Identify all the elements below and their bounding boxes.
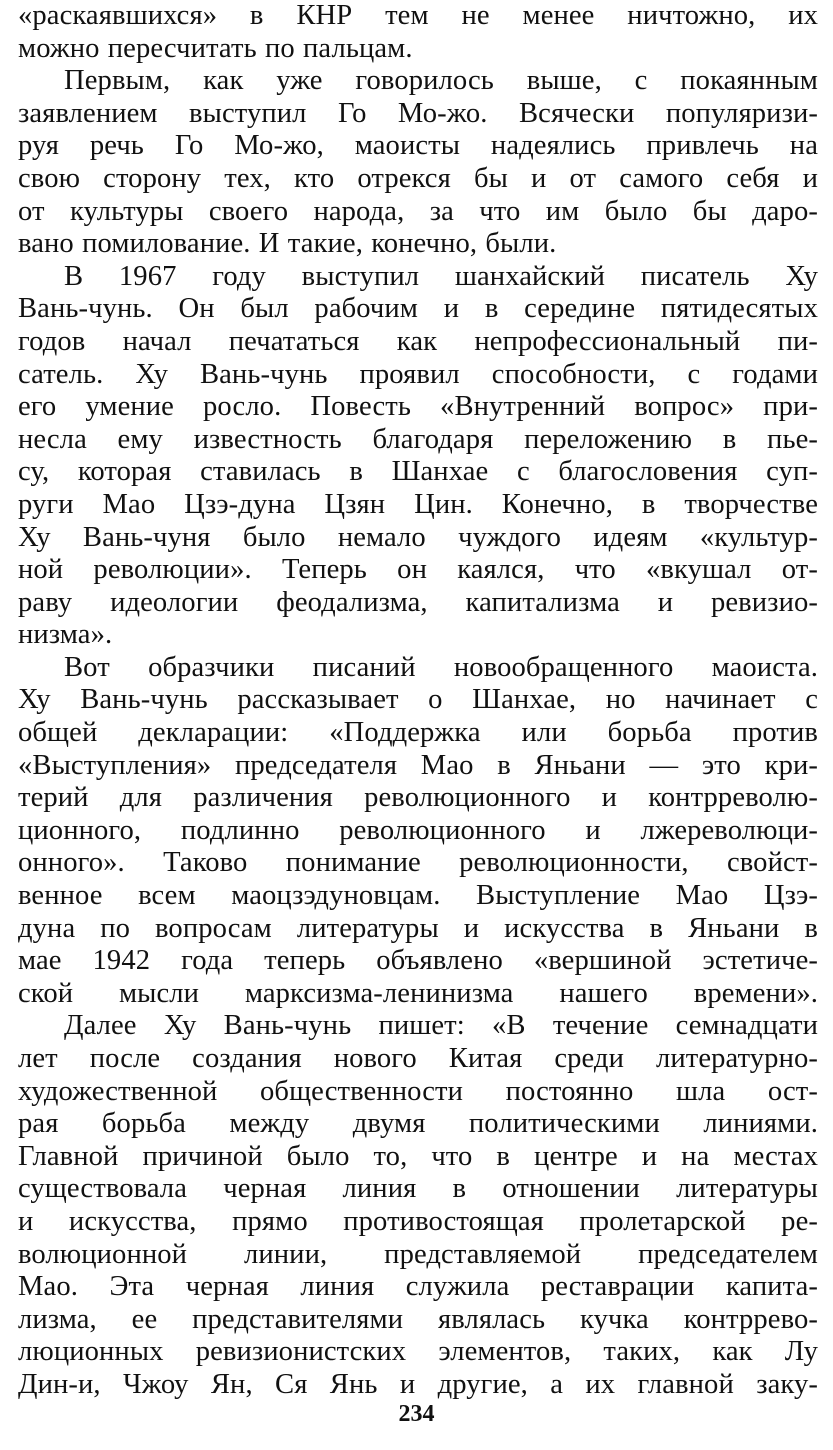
text-line: онного». Таково понимание революционности, свойст- bbox=[18, 847, 818, 879]
text-line: свою сторону тех, кто отрекся бы и от самого себя и bbox=[18, 162, 818, 194]
text-line: ционного, подлинно революционного и лжереволюци- bbox=[18, 814, 818, 846]
text-line: дуна по вопросам литературы и искусства в Яньани в bbox=[18, 912, 818, 944]
text-line: Первым, как уже говорилось выше, с покаянным bbox=[64, 65, 818, 97]
text-line: Далее Ху Вань-чунь пишет: «В течение семнадцати bbox=[64, 1010, 818, 1042]
text-line: руги Мао Цзэ-дуна Цзян Цин. Конечно, в творчестве bbox=[18, 488, 818, 520]
text-line: Ху Вань-чуня было немало чуждого идеям «культур- bbox=[18, 521, 818, 553]
text-line: лет после создания нового Китая среди литературно- bbox=[18, 1043, 818, 1074]
text-line: художественной общественности постоянно шла ост- bbox=[18, 1075, 818, 1107]
text-line: и искусства, прямо противостоящая пролетарской ре- bbox=[18, 1205, 818, 1237]
text-line: Вот образчики писаний новообращенного маоиста. bbox=[64, 651, 818, 683]
text-line: су, которая ставилась в Шанхае с благословения суп- bbox=[18, 456, 818, 488]
text-line: волюционной линии, представляемой председателем bbox=[18, 1238, 818, 1270]
text-line: Дин-и, Чжоу Ян, Ся Янь и другие, а их главной заку- bbox=[18, 1368, 818, 1400]
text-line: низма». bbox=[18, 619, 113, 651]
page-number: 234 bbox=[398, 1401, 435, 1427]
body-text bbox=[18, 0, 818, 1402]
text-line: годов начал печататься как непрофессиональный пи- bbox=[18, 325, 818, 357]
text-line: Вань-чунь. Он был рабочим и в середине пятидесятых bbox=[18, 293, 818, 325]
text-line: мае 1942 года теперь объявлено «вершиной эстетиче- bbox=[18, 945, 818, 977]
text-line: рая борьба между двумя политическими линиями. bbox=[18, 1108, 818, 1140]
text-line: В 1967 году выступил шанхайский писатель Ху bbox=[64, 260, 818, 292]
text-line: заявлением выступил Го Мо-жо. Всячески популяризи- bbox=[18, 97, 818, 129]
text-line: терий для различения революционного и контрреволю- bbox=[18, 782, 818, 814]
book-page bbox=[18, 0, 818, 1450]
text-line: «Выступления» председателя Мао в Яньани — это кри- bbox=[18, 749, 818, 781]
text-line: Главной причиной было то, что в центре и на местах bbox=[18, 1140, 818, 1172]
text-line: Мао. Эта черная линия служила реставрации капита- bbox=[18, 1271, 818, 1303]
text-line: существовала черная линия в отношении литературы bbox=[18, 1173, 818, 1205]
text-line: Ху Вань-чунь рассказывает о Шанхае, но начинает с bbox=[18, 684, 818, 716]
text-line: ной революции». Теперь он каялся, что «вкушал от- bbox=[18, 554, 818, 586]
text-line: лизма, ее представителями являлась кучка контррево- bbox=[18, 1303, 818, 1335]
text-line: руя речь Го Мо-жо, маоисты надеялись привлечь на bbox=[18, 130, 818, 162]
text-line: «раскаявшихся» в КНР тем не менее ничтожно, их bbox=[18, 0, 818, 31]
text-line: ской мысли марксизма-ленинизма нашего времени». bbox=[18, 977, 818, 1009]
text-line: люционных ревизионистских элементов, таких, как Лу bbox=[18, 1336, 818, 1368]
text-line: венное всем маоцзэдуновцам. Выступление Мао Цзэ- bbox=[18, 880, 818, 912]
text-line: можно пересчитать по пальцам. bbox=[18, 32, 413, 64]
text-line: раву идеологии феодализма, капитализма и ревизио- bbox=[18, 586, 818, 618]
text-line: его умение росло. Повесть «Внутренний вопрос» при- bbox=[18, 391, 818, 423]
text-line: общей декларации: «Поддержка или борьба против bbox=[18, 717, 818, 749]
text-line: несла ему известность благодаря переложению в пье- bbox=[18, 423, 818, 455]
text-line: от культуры своего народа, за что им было бы даро- bbox=[18, 195, 818, 227]
text-line: сатель. Ху Вань-чунь проявил способности, с годами bbox=[18, 358, 818, 390]
text-line: вано помилование. И такие, конечно, были. bbox=[18, 228, 557, 260]
